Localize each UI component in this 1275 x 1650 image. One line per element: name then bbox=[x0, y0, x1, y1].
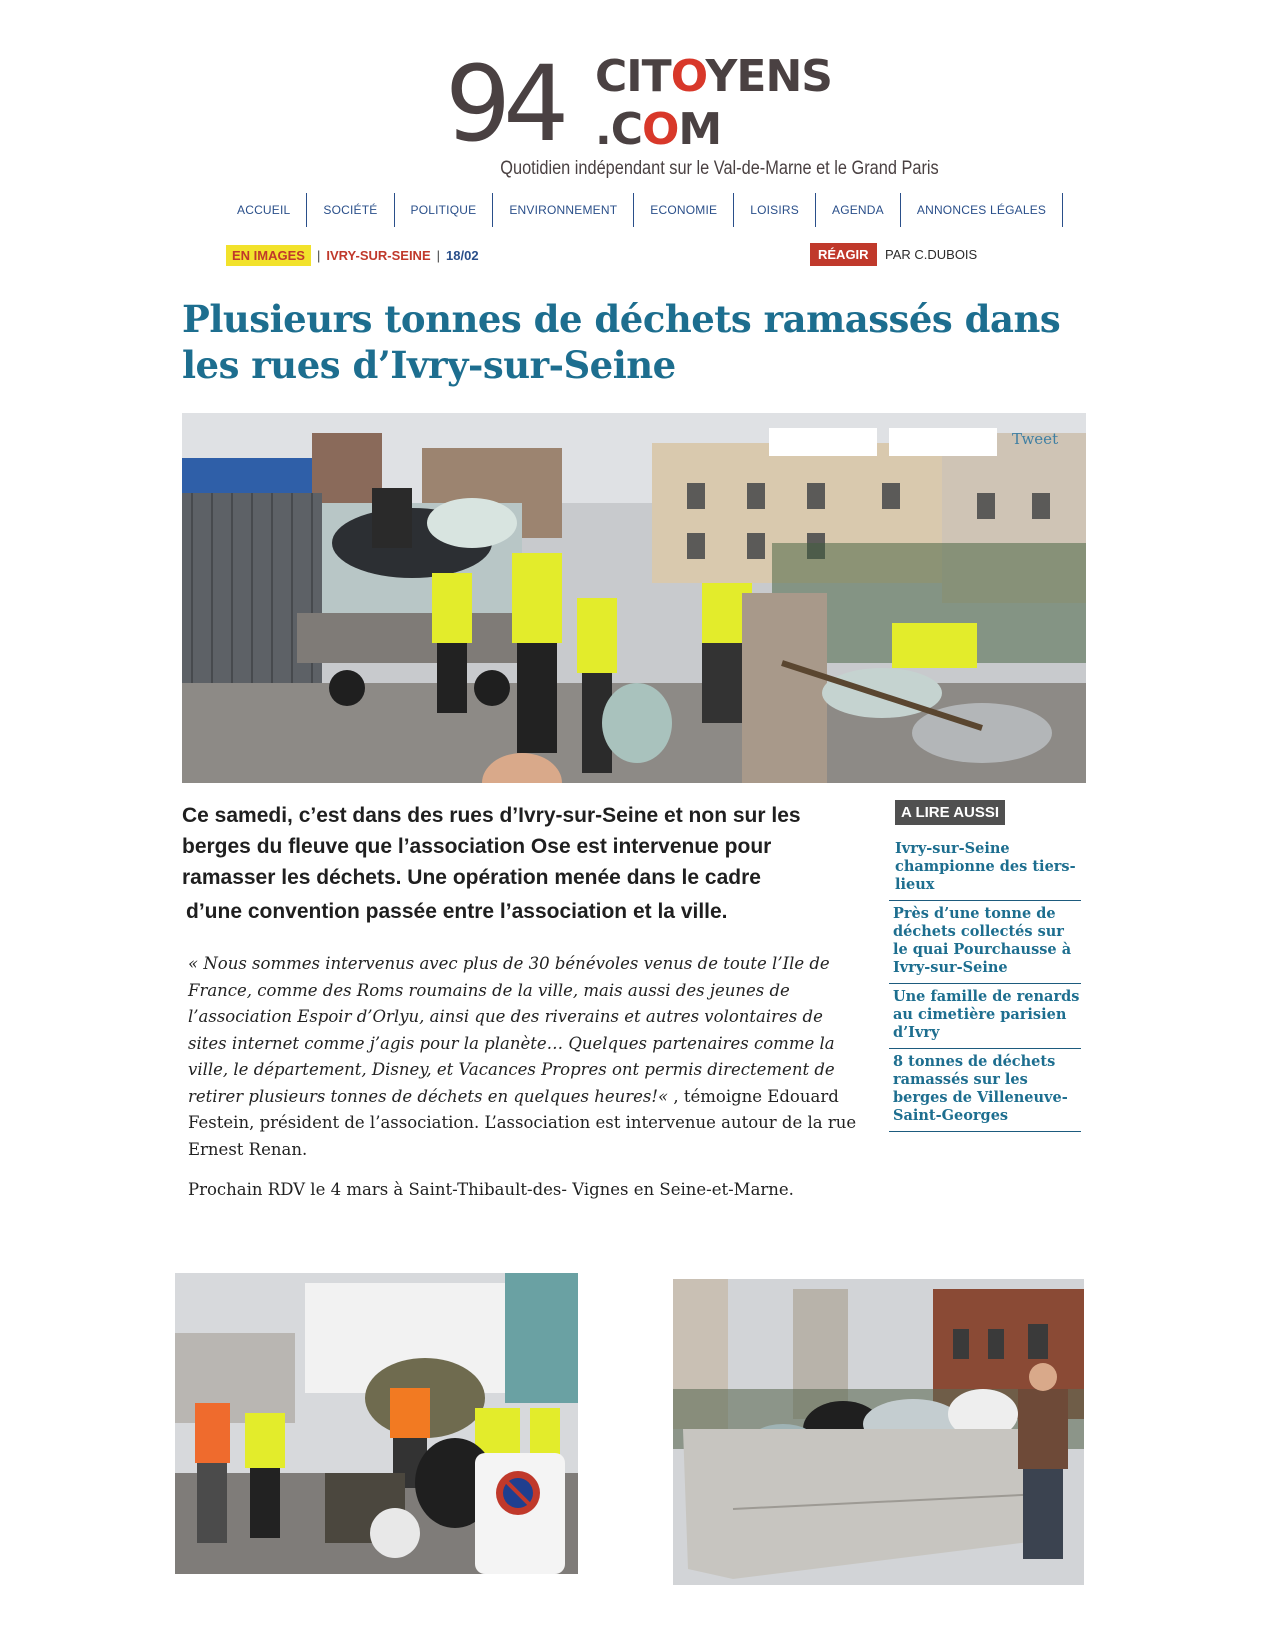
nav-item-societe[interactable]: SOCIÉTÉ bbox=[307, 193, 394, 227]
hero-photo bbox=[182, 413, 1086, 783]
photo-waste-container bbox=[673, 1279, 1084, 1585]
article-title: Plusieurs tonnes de déchets ramassés dans les rues d’Ivry-sur-Seine bbox=[182, 297, 1061, 387]
related-link-1[interactable]: Ivry-sur-Seine championne des tiers-lieux bbox=[889, 838, 1081, 901]
hero-photo-illustration bbox=[182, 413, 1086, 783]
react-button[interactable]: RÉAGIR bbox=[810, 243, 877, 266]
site-logo[interactable] bbox=[445, 43, 939, 182]
share-button-facebook[interactable] bbox=[769, 428, 877, 456]
nav-item-agenda[interactable]: AGENDA bbox=[816, 193, 901, 227]
related-list bbox=[889, 838, 1081, 1132]
meta-separator: | bbox=[316, 247, 321, 263]
meta-separator: | bbox=[436, 247, 441, 263]
nav-item-politique[interactable]: POLITIQUE bbox=[395, 193, 494, 227]
quote-attribution: , témoigne Edouard Festein, président de l’association. L’association est intervenue autour de la rue Ernest Renan. bbox=[188, 1086, 857, 1159]
related-link-4[interactable]: 8 tonnes de déchets ramassés sur les berges de Villeneuve-Saint-Georges bbox=[889, 1049, 1081, 1132]
quote-text: « Nous sommes intervenus avec plus de 30 bénévoles venus de toute l’Ile de France, comme des Roms roumains de la ville, mais aussi des jeunes de l’association Espoir d’Orlyu, ainsi que des riverains et autres volontaires de sites internet comme j’agis pour la planète… Quelques partenaires comme la ville, le département, Disney, et Vacances Propres ont permis directement de retirer plusieurs tonnes de déchets en quelques heures!« bbox=[188, 954, 835, 1106]
main-nav bbox=[222, 193, 1063, 227]
photo-volunteers-illustration bbox=[175, 1273, 578, 1574]
lead-paragraph: Ce samedi, c’est dans des rues d’Ivry-sur-Seine et non sur les berges du fleuve que l’association Ose est intervenue pour ramasser les déchets. Une opération menée dans le cadre bbox=[182, 804, 801, 889]
article-author: PAR C.DUBOIS bbox=[885, 247, 978, 262]
article-meta bbox=[226, 243, 479, 267]
logo-name-bottom: .COM bbox=[595, 104, 722, 155]
article-date: 18/02 bbox=[446, 247, 479, 263]
related-link-2[interactable]: Près d’une tonne de déchets collectés sur le quai Pourchausse à Ivry-sur-Seine bbox=[889, 901, 1081, 984]
photo-waste-illustration bbox=[673, 1279, 1084, 1585]
logo-name-top: CITOYENS bbox=[595, 51, 832, 102]
nav-item-annonces-legales[interactable]: ANNONCES LÉGALES bbox=[901, 193, 1063, 227]
article-quote bbox=[188, 951, 858, 1163]
nav-item-accueil[interactable]: ACCUEIL bbox=[222, 193, 307, 227]
related-link-3[interactable]: Une famille de renards au cimetière parisien d’Ivry bbox=[889, 984, 1081, 1049]
photo-volunteers-street bbox=[175, 1273, 578, 1574]
city-link[interactable]: IVRY-SUR-SEINE bbox=[326, 247, 431, 263]
next-event: Prochain RDV le 4 mars à Saint-Thibault-des- Vignes en Seine-et-Marne. bbox=[188, 1180, 794, 1199]
section-badge[interactable]: EN IMAGES bbox=[226, 245, 311, 266]
tweet-button[interactable]: Tweet bbox=[1012, 430, 1059, 448]
article-lead bbox=[182, 800, 852, 927]
lead-paragraph-end: d’une convention passée entre l’association et la ville. bbox=[186, 900, 728, 923]
related-heading: A LIRE AUSSI bbox=[895, 800, 1005, 825]
nav-item-economie[interactable]: ECONOMIE bbox=[634, 193, 734, 227]
share-button-linkedin[interactable] bbox=[889, 428, 997, 456]
logo-tagline: Quotidien indépendant sur le Val-de-Marne et le Grand Paris bbox=[500, 158, 939, 179]
nav-item-environnement[interactable]: ENVIRONNEMENT bbox=[493, 193, 634, 227]
logo-number: 94 bbox=[445, 43, 562, 165]
nav-item-loisirs[interactable]: LOISIRS bbox=[734, 193, 816, 227]
